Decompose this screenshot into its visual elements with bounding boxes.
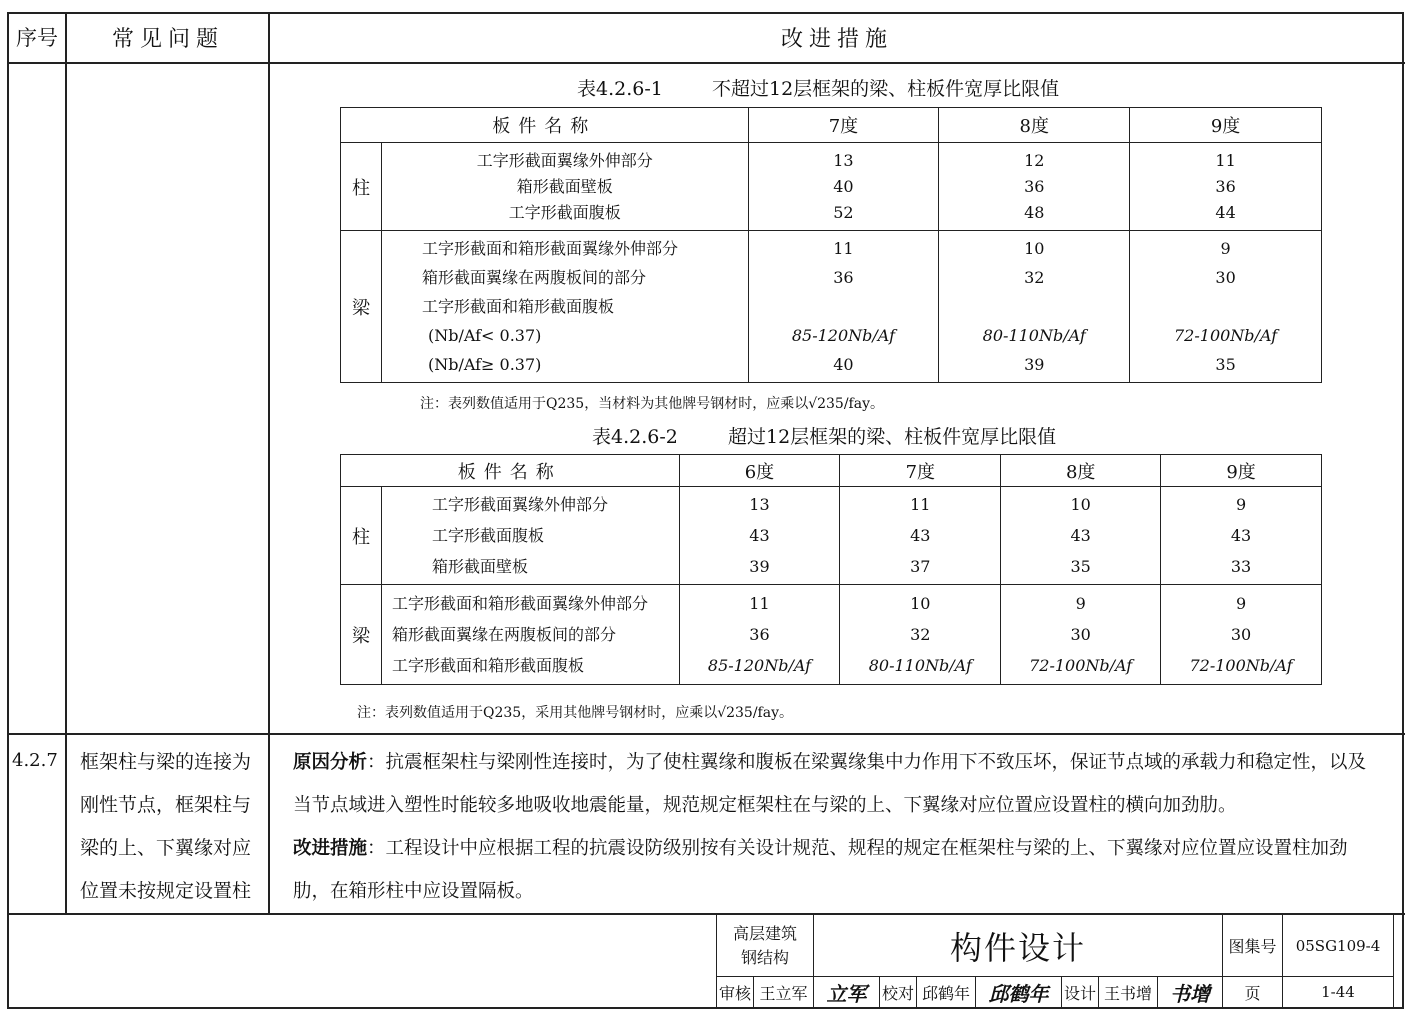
- analysis-text: ：抗震框架柱与梁刚性连接时，为了使柱翼缘和腹板在梁翼缘集中力作用下不致压坏，保证节点域的承载力和稳定性，以及当节点域进入塑性时能较多地吸收地震能量，规范规定框架柱在与梁的上、下翼缘对应位置应设置柱的横向加劲肋。: [293, 752, 1367, 816]
- table2-beam-v9: 9 30 72-100Nb/Af: [1161, 585, 1322, 685]
- measure-text: [293, 741, 1383, 913]
- tb-review-name: 王立军: [754, 977, 814, 1008]
- table2-col-v9: 9 43 33: [1161, 487, 1322, 585]
- title-block: [716, 914, 1394, 1008]
- tb-design-name: 王书增: [1099, 977, 1158, 1008]
- tb-design-label: 设计: [1062, 977, 1099, 1008]
- col-divider-1: [65, 12, 67, 914]
- table1-caption-number: 表4.2.6-1: [577, 78, 663, 100]
- table1-note: 注：表列数值适用于Q235，当材料为其他牌号钢材时，应乘以√235/fay。: [420, 396, 884, 412]
- header-divider: [7, 62, 1405, 64]
- tb-page-label: 页: [1223, 977, 1283, 1008]
- table1-head-7: 7度: [748, 108, 939, 143]
- header-col-measure: 改进措施: [780, 27, 893, 52]
- header-col-number: 序号: [16, 26, 58, 50]
- tb-check-signature: 邱鹤年: [976, 977, 1062, 1008]
- table1-beam-v7: 11 36 85-120Nb/Af 40: [748, 231, 939, 383]
- table1-caption-title: 不超过12层框架的梁、柱板件宽厚比限值: [712, 78, 1060, 100]
- table1-beam-items: 工字形截面和箱形截面翼缘外伸部分 箱形截面翼缘在两腹板间的部分 工字形截面和箱形截面腹板 (Nb/Af< 0.37) (Nb/Af≥ 0.37): [381, 231, 748, 383]
- table1-col-v8: 12 36 48: [939, 143, 1130, 231]
- table1-col-items: 工字形截面翼缘外伸部分 箱形截面壁板 工字形截面腹板: [381, 143, 748, 231]
- table1-col-label: 柱: [341, 143, 382, 231]
- table2-col-v8: 10 43 35: [1001, 487, 1161, 585]
- table2: [340, 454, 1322, 685]
- table2-beam-v6: 11 36 85-120Nb/Af: [679, 585, 840, 685]
- problem-text: 框架柱与梁的连接为 刚性节点，框架柱与 梁的上、下翼缘对应 位置未按规定设置柱: [80, 751, 252, 902]
- table2-note: 注：表列数值适用于Q235，采用其他牌号钢材时，应乘以√235/fay。: [357, 705, 793, 721]
- measure-body: ：工程设计中应根据工程的抗震设防级别按有关设计规范、规程的规定在框架柱与梁的上、下翼缘对应位置应设置柱加劲肋，在箱形柱中应设置隔板。: [293, 838, 1348, 902]
- table1-beam-v8: 10 32 80-110Nb/Af 39: [939, 231, 1130, 383]
- table2-caption-title: 超过12层框架的梁、柱板件宽厚比限值: [728, 426, 1057, 448]
- header-col-problem: 常见问题: [111, 27, 224, 52]
- table2-head-8: 8度: [1001, 455, 1161, 487]
- table1: [340, 107, 1322, 383]
- table2-beam-v8: 9 30 72-100Nb/Af: [1001, 585, 1161, 685]
- table2-col-items: 工字形截面翼缘外伸部分 工字形截面腹板 箱形截面壁板: [381, 487, 679, 585]
- tb-check-label: 校对: [880, 977, 917, 1008]
- row-number: 4.2.7: [12, 750, 58, 771]
- tb-atlas-no: 05SG109-4: [1283, 915, 1394, 977]
- analysis-label: 原因分析: [293, 752, 368, 773]
- table1-beam-v9: 9 30 72-100Nb/Af 35: [1130, 231, 1322, 383]
- measure-label: 改进措施: [293, 838, 368, 859]
- table1-head-name: 板件名称: [341, 108, 749, 143]
- table2-head-6: 6度: [679, 455, 840, 487]
- tb-check-name: 邱鹤年: [917, 977, 976, 1008]
- table2-beam-label: 梁: [341, 585, 382, 685]
- tb-review-label: 审核: [717, 977, 754, 1008]
- tb-atlas-label: 图集号: [1223, 915, 1283, 977]
- table2-col-label: 柱: [341, 487, 382, 585]
- row-divider: [7, 733, 1405, 735]
- tb-title: 构件设计: [814, 915, 1223, 977]
- table1-head-9: 9度: [1130, 108, 1322, 143]
- table1-head-8: 8度: [939, 108, 1130, 143]
- tb-design-signature: 书增: [1158, 977, 1223, 1008]
- table1-col-v7: 13 40 52: [748, 143, 939, 231]
- table2-beam-items: 工字形截面和箱形截面翼缘外伸部分 箱形截面翼缘在两腹板间的部分 工字形截面和箱形截面腹板: [381, 585, 679, 685]
- col-divider-2: [268, 12, 270, 914]
- table2-caption-number: 表4.2.6-2: [592, 426, 678, 448]
- table2-col-v7: 11 43 37: [840, 487, 1001, 585]
- table1-beam-label: 梁: [341, 231, 382, 383]
- table2-head-7: 7度: [840, 455, 1001, 487]
- tb-category: 高层建筑 钢结构: [717, 915, 814, 977]
- table1-col-v9: 11 36 44: [1130, 143, 1322, 231]
- tb-page-no: 1-44: [1283, 977, 1394, 1008]
- table2-beam-v7: 10 32 80-110Nb/Af: [840, 585, 1001, 685]
- table2-col-v6: 13 43 39: [679, 487, 840, 585]
- table2-head-name: 板件名称: [341, 455, 680, 487]
- table2-head-9: 9度: [1161, 455, 1322, 487]
- tb-review-signature: 立军: [814, 977, 880, 1008]
